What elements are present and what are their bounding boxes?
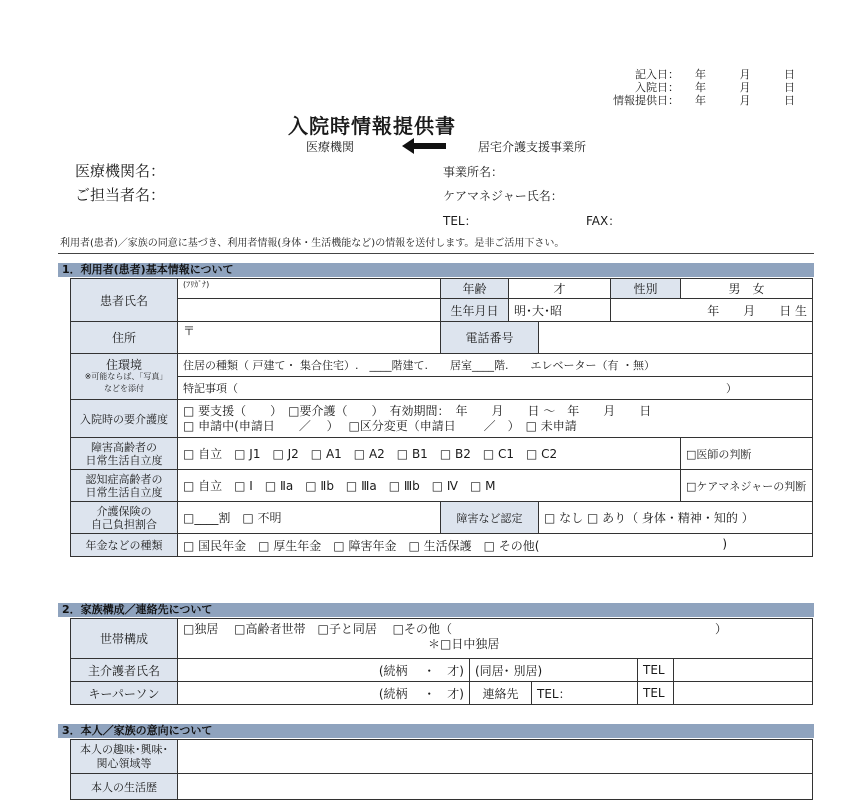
life-history-field[interactable] (178, 774, 813, 800)
admission-date-label: 入院日： (635, 81, 679, 94)
consent-notice: 利用者(患者)／家族の同意に基づき、利用者情報(身体・生活機能など)の情報を送付します。是非ご活用下さい。 (60, 238, 565, 249)
hobby-field[interactable] (178, 740, 813, 774)
left-arrow-icon (402, 138, 446, 154)
caregiver-field[interactable]: (続柄 ・ 才) (178, 659, 470, 682)
basic-info-table (70, 278, 813, 557)
keyperson-label: キーパーソン (71, 682, 178, 705)
dementia-independence-label: 認知症高齢者の 日常生活自立度 (71, 470, 178, 502)
hobby-label: 本人の趣味･興味･ 関心領域等 (71, 740, 178, 774)
disability-label: 障害など認定 (441, 502, 539, 534)
pension-label: 年金などの種類 (71, 534, 178, 557)
section-3-header: 3．本人／家族の意向について (58, 724, 814, 738)
family-table (70, 618, 813, 705)
keyperson-tel-label: TEL (638, 682, 674, 705)
date-block: 記入日： 年 月 日 入院日： 年 月 日 情報提供日： 年 月 日 (613, 68, 795, 107)
sex-label: 性別 (611, 279, 681, 299)
dob-era[interactable]: 明･大･昭 (509, 299, 611, 322)
patient-name-field[interactable] (178, 299, 441, 322)
living-status[interactable]: (同居･ 別居) (470, 659, 638, 682)
copay-label: 介護保険の 自己負担割合 (71, 502, 178, 534)
care-manager-label: ケアマネジャー氏名： (443, 189, 563, 203)
tel-label: TEL： (443, 214, 477, 228)
entry-date-label: 記入日： (635, 68, 679, 81)
copay-field[interactable]: □____割 □ 不明 (178, 502, 441, 534)
contact-label: 連絡先 (470, 682, 532, 705)
doctor-judgement-checkbox[interactable]: □医師の判断 (681, 438, 813, 470)
elderly-independence-label: 障害高齢者の 日常生活自立度 (71, 438, 178, 470)
caregiver-tel-field[interactable] (674, 659, 813, 682)
care-level-label: 入院時の要介護度 (71, 400, 178, 438)
direction-right: 居宅介護支援事業所 (478, 140, 587, 154)
dementia-independence-options[interactable]: □ 自立 □ Ⅰ □ Ⅱa □ Ⅱb □ Ⅲa □ Ⅲb □ Ⅳ □ M (178, 470, 681, 502)
patient-name-label: 患者氏名 (71, 279, 178, 322)
address-label: 住所 (71, 322, 178, 354)
phone-label: 電話番号 (441, 322, 539, 354)
page-title: 入院時情報提供書 (288, 114, 456, 138)
section-1-header: 1．利用者(患者)基本情報について (58, 263, 814, 277)
dob-label: 生年月日 (441, 299, 509, 322)
sex-field[interactable]: 男 女 (681, 279, 813, 299)
disability-field[interactable]: □ なし □ あり（ 身体・精神・知的 ） (539, 502, 813, 534)
dob-field[interactable]: 年 月 日 生 (611, 299, 813, 322)
elderly-independence-options[interactable]: □ 自立 □ J1 □ J2 □ A1 □ A2 □ B1 □ B2 □ C1 □ C2 (178, 438, 681, 470)
fax-label: FAX： (586, 214, 621, 228)
intention-table (70, 739, 813, 800)
cm-judgement-checkbox[interactable]: □ケアマネジャーの判断 (681, 470, 813, 502)
office-label: 事業所名： (443, 165, 504, 179)
divider (58, 253, 814, 254)
keyperson-tel-field[interactable] (674, 682, 813, 705)
age-field[interactable]: 才 (509, 279, 611, 299)
housing-type-field[interactable]: 住居の種類（ 戸建て・ 集合住宅）. ____階建て. 居室____階. エレベーター（有 ・無） (178, 354, 813, 377)
contact-person-label: ご担当者名： (75, 186, 166, 204)
contact-tel-field[interactable]: TEL： (532, 682, 638, 705)
special-notes-field[interactable]: 特記事項（ ） (178, 377, 813, 400)
provided-date-label: 情報提供日： (613, 94, 679, 107)
furigana-label: (ﾌﾘｶﾞﾅ) (178, 279, 441, 299)
keyperson-field[interactable]: (続柄 ・ 才) (178, 682, 470, 705)
institution-label: 医療機関名： (75, 162, 166, 180)
household-label: 世帯構成 (71, 619, 178, 659)
household-field[interactable]: □独居 □高齢者世帯 □子と同居 □その他（ ） ＊□日中独居 (178, 619, 813, 659)
pension-field[interactable]: □ 国民年金 □ 厚生年金 □ 障害年金 □ 生活保護 □ その他( ) (178, 534, 813, 557)
care-level-field[interactable]: □ 要支援（ ） □要介護（ ） 有効期間： 年 月 日 ～ 年 月 日 □ 申請中(申請日 ／ ） □区分変更（申請日 ／ ） □ 未申請 (178, 400, 813, 438)
life-history-label: 本人の生活歴 (71, 774, 178, 800)
direction-left: 医療機関 (306, 140, 355, 154)
address-field[interactable]: 〒 (178, 322, 441, 354)
caregiver-label: 主介護者氏名 (71, 659, 178, 682)
section-2-header: 2．家族構成／連絡先について (58, 603, 814, 617)
environment-label: 住環境 ※可能ならば、｢写真｣ などを添付 (71, 354, 178, 400)
phone-field[interactable] (539, 322, 813, 354)
caregiver-tel-label: TEL (638, 659, 674, 682)
age-label: 年齢 (441, 279, 509, 299)
